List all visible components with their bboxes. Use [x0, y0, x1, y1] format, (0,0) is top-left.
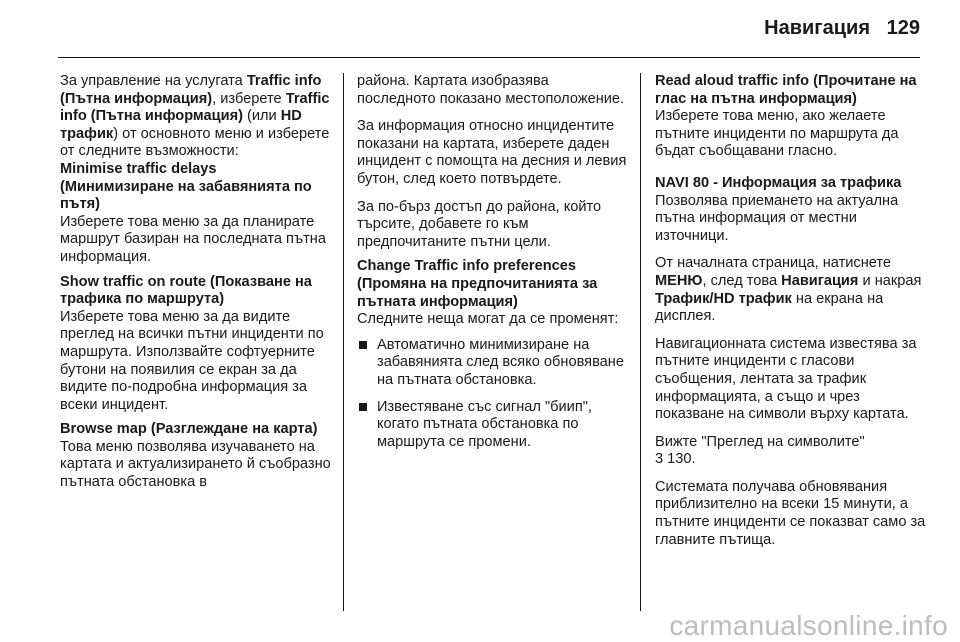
watermark: carmanualsonline.info — [669, 610, 948, 641]
paragraph-show-traffic: Изберете това меню за да видите преглед на всички пътни инциденти по маршрута. Използвайте софтуерните бутони на появилия се екран за да видите по-подробна информация за всеки инцидент. — [60, 308, 324, 413]
paragraph-navi80-steps: От началната страница, натиснете МЕНЮ, след това Навигация и накрая Трафик/HD трафик на екрана на дисплея. — [655, 255, 922, 325]
page-number: 129 — [886, 17, 920, 39]
heading-minimise-delays: Minimise traffic delays (Минимизиране на забавянията по пътя) — [60, 160, 312, 213]
column-divider-1 — [343, 73, 344, 611]
paragraph-minimise-delays: Изберете това меню за да планирате маршрут базиран на последната пътна информация. — [60, 213, 326, 265]
page-footer — [0, 604, 960, 642]
paragraph-updates: Системата получава обновявания приблизително на всеки 15 минути, а пътните инциденти се показват само за главните пътища. — [655, 478, 926, 548]
paragraph-can-change: Следните неща могат да се променят: — [357, 311, 619, 328]
paragraph-incident-info: За информация относно инцидентите показани на картата, изберете даден инцидент с помощта на десния и левия бутон, след което потвърдете. — [357, 118, 627, 187]
paragraph-see-symbols: Вижте "Преглед на символите" 3 130. — [655, 433, 865, 468]
heading-navi80: NAVI 80 - Информация за трафика — [655, 174, 902, 191]
list-item: Известяване със сигнал "биип", когато пътната обстановка по маршрута се промени. — [357, 399, 629, 452]
cross-reference-arrow-icon: 3 — [655, 451, 664, 468]
column-divider-2 — [640, 73, 641, 611]
paragraph-notifications: Навигационната система известява за пътните инциденти с гласови съобщения, лентата за трафик информацията, а също и чрез показване на символи върху картата. — [655, 335, 917, 423]
heading-read-aloud: Read aloud traffic info (Прочитане на глас на пътна информация) — [655, 73, 917, 107]
intro-paragraph: За управление на услугата Traffic info (Пътна информация), изберете Traffic info (Пътна информация) (или HD трафик) от основното меню и изберете от следните възможности: — [60, 73, 330, 160]
paragraph-navi80-intro: Позволява приемането на актуална пътна информация от местни източници. — [655, 192, 899, 244]
preferences-list — [357, 337, 629, 452]
paragraph-browse-map: Това меню позволява изучаването на картата и актуализирането й съобразно пътната обстановка в — [60, 438, 331, 491]
list-item: Автоматично минимизиране на забавянията след всяко обновяване на пътната обстановка. — [357, 337, 629, 390]
heading-change-preferences: Change Traffic info preferences (Промяна на предпочитанията за пътната информация) — [357, 258, 598, 310]
paragraph-read-aloud: Изберете това меню, ако желаете пътните инциденти по маршрута да бъдат съобщавани гласно. — [655, 108, 899, 160]
column-3 — [655, 73, 927, 549]
page-title: Навигация — [764, 17, 870, 39]
page-header — [0, 0, 960, 58]
paragraph-map-area: района. Картата изобразява последното показано местоположение. — [357, 73, 625, 107]
paragraph-quick-access: За по-бърз достъп до района, който търсите, добавете го към предпочитаните пътни цели. — [357, 198, 602, 250]
heading-show-traffic: Show traffic on route (Показване на трафика по маршрута) — [60, 273, 312, 308]
column-2 — [357, 73, 629, 460]
column-1 — [60, 73, 332, 492]
header-rule — [58, 57, 920, 58]
heading-browse-map: Browse map (Разглеждане на карта) — [60, 421, 318, 438]
